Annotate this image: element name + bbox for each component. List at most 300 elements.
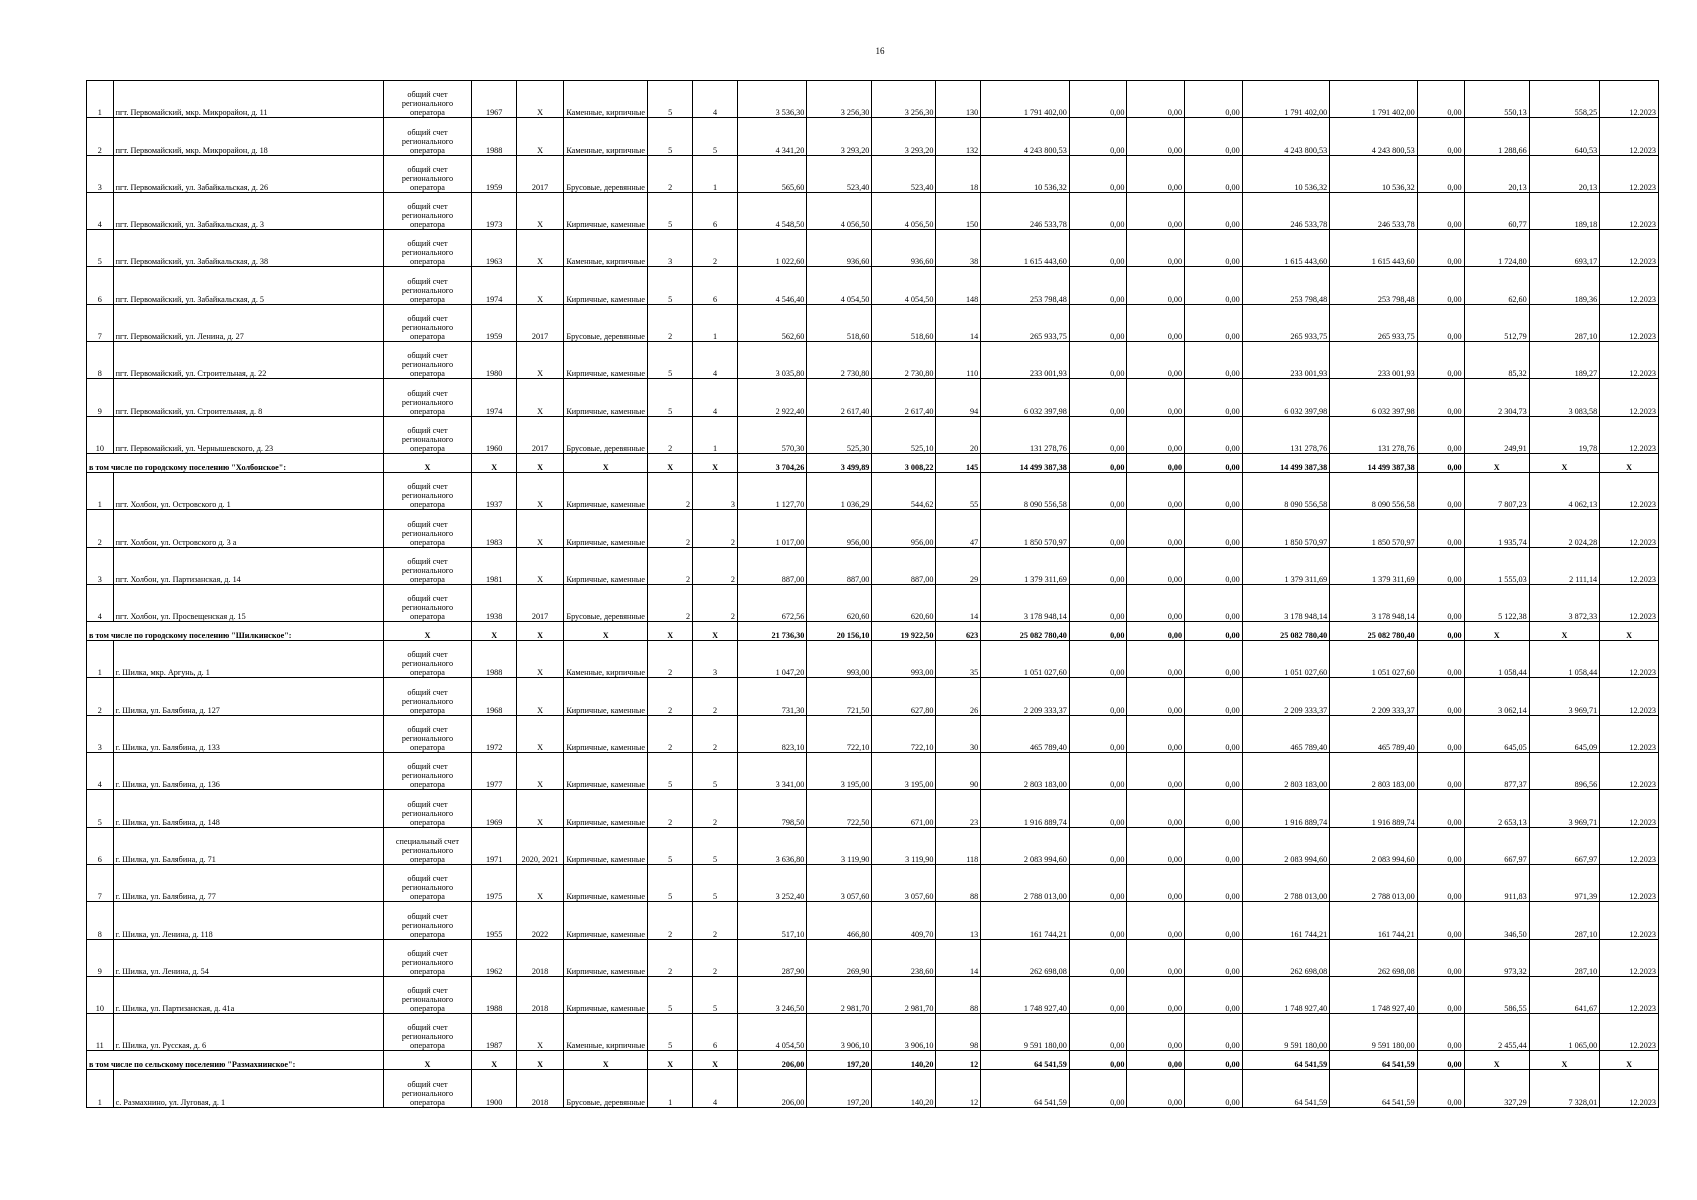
cell-address: пгт. Первомайский, мкр. Микрорайон, д. 18 — [113, 118, 383, 155]
cell-address: г. Шилка, ул. Балябина, д. 148 — [113, 790, 383, 827]
settlement-label: в том числе по сельскому поселению "Размахнинское": — [87, 1051, 384, 1070]
subtotal-year-major-repair: X — [517, 453, 564, 472]
cell-fund-local: 0,00 — [1185, 192, 1243, 229]
cell-limit-cost: 3 969,71 — [1529, 790, 1599, 827]
cell-deadline: 12.2023 — [1600, 267, 1659, 304]
table-row — [87, 547, 1659, 584]
cell-deadline: 12.2023 — [1600, 230, 1659, 267]
subtotal-unit-cost: X — [1464, 453, 1529, 472]
cell-fund-other: 0,00 — [1417, 304, 1464, 341]
cell-fund-other: 0,00 — [1417, 230, 1464, 267]
cell-limit-cost: 2 024,28 — [1529, 510, 1599, 547]
cell-residents: 23 — [936, 790, 981, 827]
cell-area-residential: 2 730,80 — [872, 342, 936, 379]
cell-fund-owners-total: 3 178 948,14 — [1330, 584, 1418, 621]
cell-fund-regional: 0,00 — [1127, 1014, 1185, 1051]
cell-year-built: 1975 — [472, 864, 517, 901]
cell-entrances: 2 — [693, 678, 738, 715]
subtotal-limit-cost: X — [1529, 1051, 1599, 1070]
cell-wall-material: Кирпичные, каменные — [564, 472, 648, 509]
cell-fund-federal: 0,00 — [1069, 118, 1127, 155]
cell-cost-total: 161 744,21 — [981, 902, 1070, 939]
cell-fund-other: 0,00 — [1417, 342, 1464, 379]
subtotal-fund-other: 0,00 — [1417, 1051, 1464, 1070]
cell-year-major-repair: X — [517, 547, 564, 584]
cell-fund-other: 0,00 — [1417, 753, 1464, 790]
cell-deadline: 12.2023 — [1600, 976, 1659, 1013]
cell-fund-owners-total: 8 090 556,58 — [1330, 472, 1418, 509]
cell-total-area: 2 922,40 — [737, 379, 806, 416]
cell-entrances: 2 — [693, 230, 738, 267]
cell-area-residential: 544,62 — [872, 472, 936, 509]
cell-entrances: 2 — [693, 547, 738, 584]
cell-fund-local: 0,00 — [1185, 155, 1243, 192]
cell-area-residential: 4 054,50 — [872, 267, 936, 304]
cell-area-residential: 887,00 — [872, 547, 936, 584]
cell-limit-cost: 896,56 — [1529, 753, 1599, 790]
cell-total-area: 823,10 — [737, 715, 806, 752]
cell-cost-total: 2 209 333,37 — [981, 678, 1070, 715]
cell-unit-cost: 2 653,13 — [1464, 790, 1529, 827]
cell-account-type: общий счет регионального оператора — [383, 379, 472, 416]
cell-fund-federal: 0,00 — [1069, 641, 1127, 678]
cell-total-area: 3 035,80 — [737, 342, 806, 379]
table-row — [87, 1070, 1659, 1107]
cell-total-area: 287,90 — [737, 939, 806, 976]
cell-entrances: 4 — [693, 342, 738, 379]
cell-fund-other: 0,00 — [1417, 379, 1464, 416]
cell-residents: 38 — [936, 230, 981, 267]
cell-fund-local: 0,00 — [1185, 547, 1243, 584]
cell-account-type: общий счет регионального оператора — [383, 304, 472, 341]
cell-area-premises: 4 056,50 — [807, 192, 872, 229]
cell-fund-owners-total: 2 209 333,37 — [1330, 678, 1418, 715]
cell-deadline: 12.2023 — [1600, 641, 1659, 678]
cell-fund-federal: 0,00 — [1069, 976, 1127, 1013]
cell-fund-owners-total: 131 278,76 — [1330, 416, 1418, 453]
table-row — [87, 155, 1659, 192]
cell-cost-total: 131 278,76 — [981, 416, 1070, 453]
cell-limit-cost: 189,18 — [1529, 192, 1599, 229]
cell-fund-federal: 0,00 — [1069, 472, 1127, 509]
cell-fund-local: 0,00 — [1185, 641, 1243, 678]
subtotal-deadline: X — [1600, 1051, 1659, 1070]
cell-fund-local: 0,00 — [1185, 81, 1243, 118]
cell-entrances: 2 — [693, 790, 738, 827]
cell-area-residential: 3 195,00 — [872, 753, 936, 790]
settlement-label: в том числе по городскому поселению "Шилкинское": — [87, 622, 384, 641]
cell-total-area: 4 548,50 — [737, 192, 806, 229]
cell-fund-owners-total: 161 744,21 — [1330, 902, 1418, 939]
cell-year-major-repair: 2017 — [517, 304, 564, 341]
cell-year-major-repair: X — [517, 715, 564, 752]
cell-unit-cost: 1 935,74 — [1464, 510, 1529, 547]
subtotal-year-built: X — [472, 622, 517, 641]
table-row — [87, 81, 1659, 118]
cell-fund-regional: 0,00 — [1127, 81, 1185, 118]
cell-total-area: 206,00 — [737, 1070, 806, 1107]
cell-cost-total: 253 798,48 — [981, 267, 1070, 304]
cell-year-major-repair: X — [517, 118, 564, 155]
cell-unit-cost: 20,13 — [1464, 155, 1529, 192]
cell-fund-owners: 262 698,08 — [1242, 939, 1330, 976]
cell-year-built: 1969 — [472, 790, 517, 827]
cell-unit-cost: 327,29 — [1464, 1070, 1529, 1107]
cell-cost-total: 4 243 800,53 — [981, 118, 1070, 155]
cell-wall-material: Кирпичные, каменные — [564, 976, 648, 1013]
cell-fund-owners-total: 465 789,40 — [1330, 715, 1418, 752]
table-row — [87, 342, 1659, 379]
cell-fund-federal: 0,00 — [1069, 510, 1127, 547]
cell-deadline: 12.2023 — [1600, 416, 1659, 453]
subtotal-unit-cost: X — [1464, 622, 1529, 641]
cell-fund-local: 0,00 — [1185, 342, 1243, 379]
cell-fund-regional: 0,00 — [1127, 192, 1185, 229]
cell-unit-cost: 3 062,14 — [1464, 678, 1529, 715]
cell-wall-material: Кирпичные, каменные — [564, 379, 648, 416]
subtotal-fund-owners: 14 499 387,38 — [1242, 453, 1330, 472]
cell-fund-owners: 6 032 397,98 — [1242, 379, 1330, 416]
cell-fund-regional: 0,00 — [1127, 715, 1185, 752]
cell-total-area: 1 017,00 — [737, 510, 806, 547]
housing-register-table — [86, 80, 1659, 1108]
cell-address: пгт. Первомайский, ул. Забайкальская, д. 5 — [113, 267, 383, 304]
cell-area-residential: 993,00 — [872, 641, 936, 678]
table-row — [87, 715, 1659, 752]
cell-address: пгт. Первомайский, ул. Строительная, д. 8 — [113, 379, 383, 416]
cell-limit-cost: 3 083,58 — [1529, 379, 1599, 416]
cell-row-number: 1 — [87, 641, 114, 678]
cell-fund-owners: 8 090 556,58 — [1242, 472, 1330, 509]
cell-entrances: 5 — [693, 864, 738, 901]
cell-unit-cost: 2 304,73 — [1464, 379, 1529, 416]
subtotal-fund-local: 0,00 — [1185, 453, 1243, 472]
cell-year-major-repair: 2017 — [517, 584, 564, 621]
cell-fund-local: 0,00 — [1185, 976, 1243, 1013]
table-row — [87, 1014, 1659, 1051]
cell-entrances: 5 — [693, 976, 738, 1013]
cell-row-number: 1 — [87, 472, 114, 509]
cell-wall-material: Каменные, кирпичные — [564, 81, 648, 118]
cell-row-number: 5 — [87, 230, 114, 267]
cell-cost-total: 1 748 927,40 — [981, 976, 1070, 1013]
table-row — [87, 379, 1659, 416]
cell-year-built: 1959 — [472, 304, 517, 341]
cell-fund-federal: 0,00 — [1069, 1014, 1127, 1051]
cell-fund-local: 0,00 — [1185, 902, 1243, 939]
cell-limit-cost: 287,10 — [1529, 939, 1599, 976]
cell-year-major-repair: X — [517, 1014, 564, 1051]
cell-year-built: 1987 — [472, 1014, 517, 1051]
cell-fund-owners-total: 9 591 180,00 — [1330, 1014, 1418, 1051]
cell-fund-owners-total: 265 933,75 — [1330, 304, 1418, 341]
cell-address: г. Шилка, ул. Балябина, д. 127 — [113, 678, 383, 715]
cell-address: пгт. Первомайский, мкр. Микрорайон, д. 11 — [113, 81, 383, 118]
cell-fund-local: 0,00 — [1185, 715, 1243, 752]
cell-year-built: 1972 — [472, 715, 517, 752]
cell-deadline: 12.2023 — [1600, 472, 1659, 509]
cell-row-number: 6 — [87, 267, 114, 304]
cell-deadline: 12.2023 — [1600, 304, 1659, 341]
cell-entrances: 5 — [693, 753, 738, 790]
cell-fund-local: 0,00 — [1185, 472, 1243, 509]
cell-deadline: 12.2023 — [1600, 715, 1659, 752]
cell-residents: 18 — [936, 155, 981, 192]
cell-year-built: 1963 — [472, 230, 517, 267]
cell-total-area: 3 636,80 — [737, 827, 806, 864]
cell-cost-total: 262 698,08 — [981, 939, 1070, 976]
cell-residents: 110 — [936, 342, 981, 379]
cell-unit-cost: 7 807,23 — [1464, 472, 1529, 509]
cell-address: пгт. Первомайский, ул. Чернышевского, д. 23 — [113, 416, 383, 453]
cell-year-major-repair: 2020, 2021 — [517, 827, 564, 864]
subtotal-floors: X — [648, 622, 693, 641]
cell-residents: 12 — [936, 1070, 981, 1107]
cell-account-type: общий счет регионального оператора — [383, 641, 472, 678]
subtotal-deadline: X — [1600, 622, 1659, 641]
cell-deadline: 12.2023 — [1600, 155, 1659, 192]
cell-fund-other: 0,00 — [1417, 584, 1464, 621]
cell-year-built: 1981 — [472, 547, 517, 584]
cell-row-number: 1 — [87, 1070, 114, 1107]
cell-row-number: 10 — [87, 416, 114, 453]
cell-floors: 1 — [648, 1070, 693, 1107]
subtotal-area-residential: 140,20 — [872, 1051, 936, 1070]
subtotal-residents: 12 — [936, 1051, 981, 1070]
cell-area-premises: 722,50 — [807, 790, 872, 827]
cell-account-type: общий счет регионального оператора — [383, 584, 472, 621]
cell-year-built: 1900 — [472, 1070, 517, 1107]
cell-fund-federal: 0,00 — [1069, 902, 1127, 939]
cell-fund-local: 0,00 — [1185, 118, 1243, 155]
cell-address: пгт. Первомайский, ул. Забайкальская, д. 26 — [113, 155, 383, 192]
cell-fund-regional: 0,00 — [1127, 118, 1185, 155]
cell-area-premises: 2 981,70 — [807, 976, 872, 1013]
cell-limit-cost: 7 328,01 — [1529, 1070, 1599, 1107]
cell-fund-owners: 4 243 800,53 — [1242, 118, 1330, 155]
subtotal-area-premises: 20 156,10 — [807, 622, 872, 641]
cell-area-residential: 523,40 — [872, 155, 936, 192]
cell-unit-cost: 512,79 — [1464, 304, 1529, 341]
cell-address: г. Шилка, ул. Балябина, д. 77 — [113, 864, 383, 901]
cell-fund-local: 0,00 — [1185, 753, 1243, 790]
cell-area-premises: 3 906,10 — [807, 1014, 872, 1051]
cell-fund-other: 0,00 — [1417, 192, 1464, 229]
cell-unit-cost: 1 724,80 — [1464, 230, 1529, 267]
cell-fund-federal: 0,00 — [1069, 1070, 1127, 1107]
cell-area-residential: 525,10 — [872, 416, 936, 453]
cell-area-premises: 3 256,30 — [807, 81, 872, 118]
cell-total-area: 3 252,40 — [737, 864, 806, 901]
cell-unit-cost: 911,83 — [1464, 864, 1529, 901]
cell-fund-owners: 465 789,40 — [1242, 715, 1330, 752]
cell-residents: 88 — [936, 864, 981, 901]
subtotal-entrances: X — [693, 453, 738, 472]
cell-fund-other: 0,00 — [1417, 976, 1464, 1013]
cell-total-area: 4 341,20 — [737, 118, 806, 155]
cell-residents: 94 — [936, 379, 981, 416]
cell-wall-material: Каменные, кирпичные — [564, 1014, 648, 1051]
cell-limit-cost: 1 065,00 — [1529, 1014, 1599, 1051]
cell-area-premises: 722,10 — [807, 715, 872, 752]
cell-row-number: 3 — [87, 155, 114, 192]
cell-floors: 2 — [648, 790, 693, 827]
cell-year-major-repair: X — [517, 342, 564, 379]
cell-row-number: 7 — [87, 864, 114, 901]
cell-row-number: 6 — [87, 827, 114, 864]
cell-year-built: 1973 — [472, 192, 517, 229]
cell-area-premises: 269,90 — [807, 939, 872, 976]
cell-cost-total: 1 850 570,97 — [981, 510, 1070, 547]
subtotal-fund-owners-total: 25 082 780,40 — [1330, 622, 1418, 641]
cell-residents: 132 — [936, 118, 981, 155]
cell-cost-total: 233 001,93 — [981, 342, 1070, 379]
subtotal-fund-other: 0,00 — [1417, 453, 1464, 472]
subtotal-fund-regional: 0,00 — [1127, 453, 1185, 472]
cell-residents: 35 — [936, 641, 981, 678]
cell-floors: 5 — [648, 81, 693, 118]
cell-account-type: общий счет регионального оператора — [383, 472, 472, 509]
cell-limit-cost: 287,10 — [1529, 902, 1599, 939]
cell-limit-cost: 645,09 — [1529, 715, 1599, 752]
cell-deadline: 12.2023 — [1600, 81, 1659, 118]
cell-fund-local: 0,00 — [1185, 230, 1243, 267]
cell-fund-federal: 0,00 — [1069, 715, 1127, 752]
cell-floors: 2 — [648, 304, 693, 341]
cell-area-premises: 936,60 — [807, 230, 872, 267]
cell-area-residential: 2 617,40 — [872, 379, 936, 416]
cell-year-major-repair: 2022 — [517, 902, 564, 939]
cell-year-major-repair: X — [517, 81, 564, 118]
cell-area-premises: 1 036,29 — [807, 472, 872, 509]
cell-wall-material: Кирпичные, каменные — [564, 864, 648, 901]
cell-total-area: 565,60 — [737, 155, 806, 192]
cell-area-residential: 2 981,70 — [872, 976, 936, 1013]
cell-limit-cost: 287,10 — [1529, 304, 1599, 341]
cell-fund-regional: 0,00 — [1127, 1070, 1185, 1107]
cell-total-area: 798,50 — [737, 790, 806, 827]
cell-fund-other: 0,00 — [1417, 641, 1464, 678]
cell-fund-owners-total: 233 001,93 — [1330, 342, 1418, 379]
cell-unit-cost: 2 455,44 — [1464, 1014, 1529, 1051]
cell-wall-material: Кирпичные, каменные — [564, 510, 648, 547]
cell-address: пгт. Первомайский, ул. Ленина, д. 27 — [113, 304, 383, 341]
cell-area-premises: 4 054,50 — [807, 267, 872, 304]
table-row — [87, 678, 1659, 715]
cell-row-number: 3 — [87, 547, 114, 584]
cell-cost-total: 1 051 027,60 — [981, 641, 1070, 678]
cell-account-type: общий счет регионального оператора — [383, 715, 472, 752]
cell-fund-owners-total: 253 798,48 — [1330, 267, 1418, 304]
cell-limit-cost: 2 111,14 — [1529, 547, 1599, 584]
cell-entrances: 1 — [693, 304, 738, 341]
cell-address: г. Шилка, ул. Балябина, д. 133 — [113, 715, 383, 752]
cell-limit-cost: 20,13 — [1529, 155, 1599, 192]
cell-cost-total: 9 591 180,00 — [981, 1014, 1070, 1051]
cell-deadline: 12.2023 — [1600, 547, 1659, 584]
cell-fund-regional: 0,00 — [1127, 547, 1185, 584]
cell-unit-cost: 62,60 — [1464, 267, 1529, 304]
cell-address: с. Размахнино, ул. Луговая, д. 1 — [113, 1070, 383, 1107]
subtotal-area-premises: 197,20 — [807, 1051, 872, 1070]
cell-limit-cost: 971,39 — [1529, 864, 1599, 901]
cell-area-residential: 140,20 — [872, 1070, 936, 1107]
cell-floors: 5 — [648, 379, 693, 416]
cell-area-residential: 4 056,50 — [872, 192, 936, 229]
cell-fund-regional: 0,00 — [1127, 379, 1185, 416]
cell-cost-total: 465 789,40 — [981, 715, 1070, 752]
cell-address: г. Шилка, ул. Партизанская, д. 41а — [113, 976, 383, 1013]
cell-wall-material: Каменные, кирпичные — [564, 118, 648, 155]
cell-deadline: 12.2023 — [1600, 118, 1659, 155]
cell-fund-other: 0,00 — [1417, 864, 1464, 901]
table-row — [87, 118, 1659, 155]
cell-fund-other: 0,00 — [1417, 1070, 1464, 1107]
cell-year-major-repair: 2018 — [517, 1070, 564, 1107]
cell-area-premises: 3 195,00 — [807, 753, 872, 790]
cell-limit-cost: 3 872,33 — [1529, 584, 1599, 621]
cell-wall-material: Кирпичные, каменные — [564, 678, 648, 715]
cell-deadline: 12.2023 — [1600, 902, 1659, 939]
subtotal-year-built: X — [472, 1051, 517, 1070]
cell-fund-owners-total: 1 748 927,40 — [1330, 976, 1418, 1013]
cell-account-type: общий счет регионального оператора — [383, 342, 472, 379]
cell-wall-material: Каменные, кирпичные — [564, 641, 648, 678]
cell-area-residential: 936,60 — [872, 230, 936, 267]
cell-wall-material: Кирпичные, каменные — [564, 547, 648, 584]
cell-year-major-repair: X — [517, 641, 564, 678]
cell-fund-local: 0,00 — [1185, 864, 1243, 901]
cell-fund-federal: 0,00 — [1069, 678, 1127, 715]
cell-floors: 5 — [648, 1014, 693, 1051]
cell-entrances: 6 — [693, 192, 738, 229]
cell-unit-cost: 1 058,44 — [1464, 641, 1529, 678]
cell-fund-local: 0,00 — [1185, 584, 1243, 621]
cell-fund-other: 0,00 — [1417, 118, 1464, 155]
cell-entrances: 4 — [693, 81, 738, 118]
cell-floors: 2 — [648, 155, 693, 192]
cell-fund-other: 0,00 — [1417, 416, 1464, 453]
cell-year-built: 1967 — [472, 81, 517, 118]
cell-floors: 5 — [648, 976, 693, 1013]
cell-area-premises: 956,00 — [807, 510, 872, 547]
cell-area-residential: 3 293,20 — [872, 118, 936, 155]
cell-row-number: 9 — [87, 379, 114, 416]
cell-fund-owners: 1 379 311,69 — [1242, 547, 1330, 584]
cell-wall-material: Каменные, кирпичные — [564, 230, 648, 267]
cell-entrances: 4 — [693, 379, 738, 416]
subtotal-year-major-repair: X — [517, 1051, 564, 1070]
subtotal-deadline: X — [1600, 453, 1659, 472]
cell-floors: 2 — [648, 641, 693, 678]
cell-fund-regional: 0,00 — [1127, 342, 1185, 379]
cell-unit-cost: 249,91 — [1464, 416, 1529, 453]
cell-total-area: 887,00 — [737, 547, 806, 584]
cell-year-built: 1974 — [472, 379, 517, 416]
cell-floors: 5 — [648, 342, 693, 379]
cell-deadline: 12.2023 — [1600, 192, 1659, 229]
cell-deadline: 12.2023 — [1600, 753, 1659, 790]
subtotal-unit-cost: X — [1464, 1051, 1529, 1070]
cell-fund-federal: 0,00 — [1069, 155, 1127, 192]
cell-year-built: 1971 — [472, 827, 517, 864]
cell-fund-local: 0,00 — [1185, 939, 1243, 976]
cell-limit-cost: 189,27 — [1529, 342, 1599, 379]
cell-fund-owners: 1 615 443,60 — [1242, 230, 1330, 267]
cell-fund-other: 0,00 — [1417, 939, 1464, 976]
cell-account-type: общий счет регионального оператора — [383, 416, 472, 453]
subtotal-residents: 145 — [936, 453, 981, 472]
